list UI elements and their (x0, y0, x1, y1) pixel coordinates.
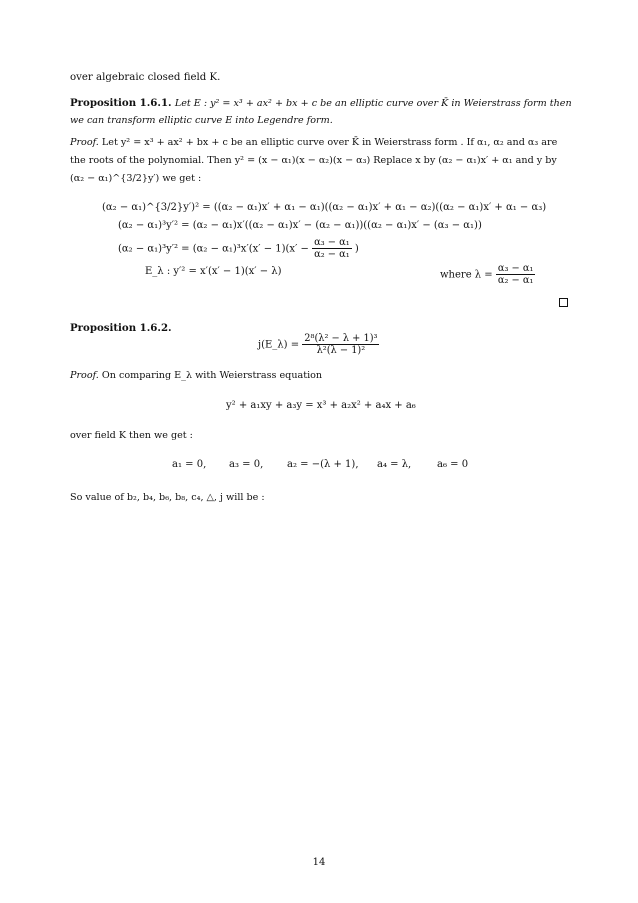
coef-a6: a₆ = 0 (437, 459, 469, 470)
proposition-statement: Let E : y² = x³ + ax² + bx + c be an elliptic curve over K̄ in Weierstrass form then (174, 98, 572, 109)
equation-3-close: ) (354, 243, 359, 255)
equation-3 (118, 237, 359, 261)
j-left: j(E_λ) = (258, 339, 300, 351)
proposition-statement-cont: we can transform elliptic curve E into Legendre form. (70, 115, 333, 126)
j-invariant-formula (258, 333, 379, 357)
proof-label: Proof. (70, 370, 99, 381)
proposition-label: Proposition 1.6.1. (70, 97, 172, 109)
equation-2: (α₂ − α₁)³y′² = (α₂ − α₁)x′((α₂ − α₁)x′ − (α₂ − α₁))((α₂ − α₁)x′ − (α₃ − α₁)) (118, 220, 482, 231)
coef-a1: a₁ = 0, (172, 459, 207, 470)
j-fraction (302, 333, 379, 357)
proof-2-line (70, 370, 322, 381)
proof-line-3: (α₂ − α₁)^{3/2}y′) we get : (70, 173, 202, 184)
coef-a4: a₄ = λ, (377, 459, 412, 470)
proof-label: Proof. (70, 137, 99, 148)
fraction-numerator: 2⁸(λ² − λ + 1)³ (304, 333, 378, 344)
weierstrass-equation: y² + a₁xy + a₃y = x³ + a₂x² + a₄x + a₆ (226, 400, 416, 411)
equation-3-left: (α₂ − α₁)³y′² = (α₂ − α₁)³x′(x′ − 1)(x′ − (118, 243, 309, 255)
lambda-definition (440, 263, 535, 287)
fraction-numerator: α₃ − α₁ (497, 263, 534, 274)
proof-line-2: the roots of the polynomial. Then y² = (x − α₁)(x − α₂)(x − α₃) Replace x by (α₂ − α₁)x′ + α₁ and y by (70, 155, 557, 166)
proof-text: On comparing E_λ with Weierstrass equation (101, 370, 323, 381)
proposition-1-6-1 (70, 97, 572, 109)
proposition-1-6-2-label: Proposition 1.6.2. (70, 322, 172, 334)
page-number: 14 (312, 857, 326, 868)
intro-line: over algebraic closed field K. (70, 72, 221, 83)
proof-text: Let y² = x³ + ax² + bx + c be an elliptic curve over K̄ in Weierstrass form . If α₁, α₂ and α₃ are (101, 137, 558, 148)
where-label: where λ = (440, 269, 493, 281)
fraction-numerator: α₃ − α₁ (314, 237, 350, 248)
equation-1: (α₂ − α₁)^{3/2}y′)² = ((α₂ − α₁)x′ + α₁ − α₁)((α₂ − α₁)x′ + α₁ − α₂)((α₂ − α₁)x′ + α₁ − α₃) (102, 202, 547, 213)
so-value-line: So value of b₂, b₄, b₆, b₈, c₄, △, j will be : (70, 492, 265, 503)
equation-3-fraction (312, 237, 352, 261)
equation-4: E_λ : y′² = x′(x′ − 1)(x′ − λ) (145, 266, 282, 277)
coef-a2: a₂ = −(λ + 1), (287, 459, 359, 470)
lambda-fraction (496, 263, 536, 287)
qed-square-icon (559, 298, 568, 307)
fraction-denominator: α₂ − α₁ (314, 249, 350, 261)
coef-a3: a₃ = 0, (229, 459, 264, 470)
fraction-denominator: α₂ − α₁ (497, 275, 534, 287)
proof-line-1 (70, 137, 557, 148)
over-field-line: over field K then we get : (70, 430, 193, 441)
fraction-denominator: λ²(λ − 1)² (316, 345, 366, 357)
